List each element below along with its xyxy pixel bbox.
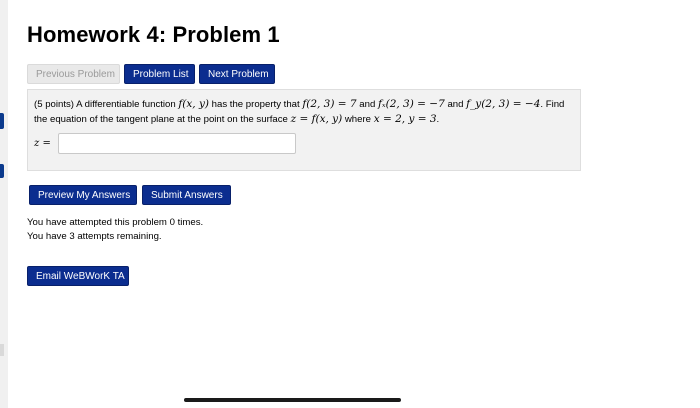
math-fy-value: f_y(2, 3) = −4 [466, 98, 541, 110]
email-ta-button[interactable]: Email WeBWorK TA [27, 266, 129, 286]
problem-text-5: . Find the equation of the tangent plane at the point on the surface [34, 99, 565, 125]
problem-text-3: and [359, 99, 376, 110]
problem-list-button[interactable]: Problem List [124, 64, 195, 84]
math-function: f(x, y) [178, 98, 209, 110]
math-surface: z = f(x, y) [290, 113, 343, 125]
problem-text-6: where [344, 114, 372, 125]
next-problem-button[interactable]: Next Problem [199, 64, 275, 84]
submit-answers-button[interactable]: Submit Answers [142, 185, 231, 205]
home-indicator[interactable] [184, 398, 401, 402]
math-f-value: f(2, 3) = 7 [302, 98, 357, 110]
previous-problem-button[interactable]: Previous Problem [27, 64, 120, 84]
attempts-made-text: You have attempted this problem 0 times. [27, 217, 204, 228]
side-tab-marker[interactable] [0, 113, 4, 129]
math-point: x = 2, y = 3 [373, 113, 437, 125]
problem-statement [34, 97, 579, 127]
problem-points: (5 points) [34, 99, 74, 110]
problem-text-4: and [447, 99, 464, 110]
problem-text-7: . [436, 114, 440, 125]
problem-text-1: A differentiable function [76, 99, 176, 110]
side-chip [0, 344, 4, 356]
answer-label: z = [34, 138, 51, 149]
math-fx-value: fₓ(2, 3) = −7 [377, 98, 445, 110]
page-title: Homework 4: Problem 1 [27, 22, 280, 47]
side-tab-marker-2[interactable] [0, 164, 4, 178]
preview-answers-button[interactable]: Preview My Answers [29, 185, 137, 205]
problem-text-2: has the property that [211, 99, 300, 110]
answer-input[interactable] [58, 133, 296, 154]
problem-panel [27, 89, 581, 171]
attempts-remaining-text: You have 3 attempts remaining. [27, 231, 162, 242]
